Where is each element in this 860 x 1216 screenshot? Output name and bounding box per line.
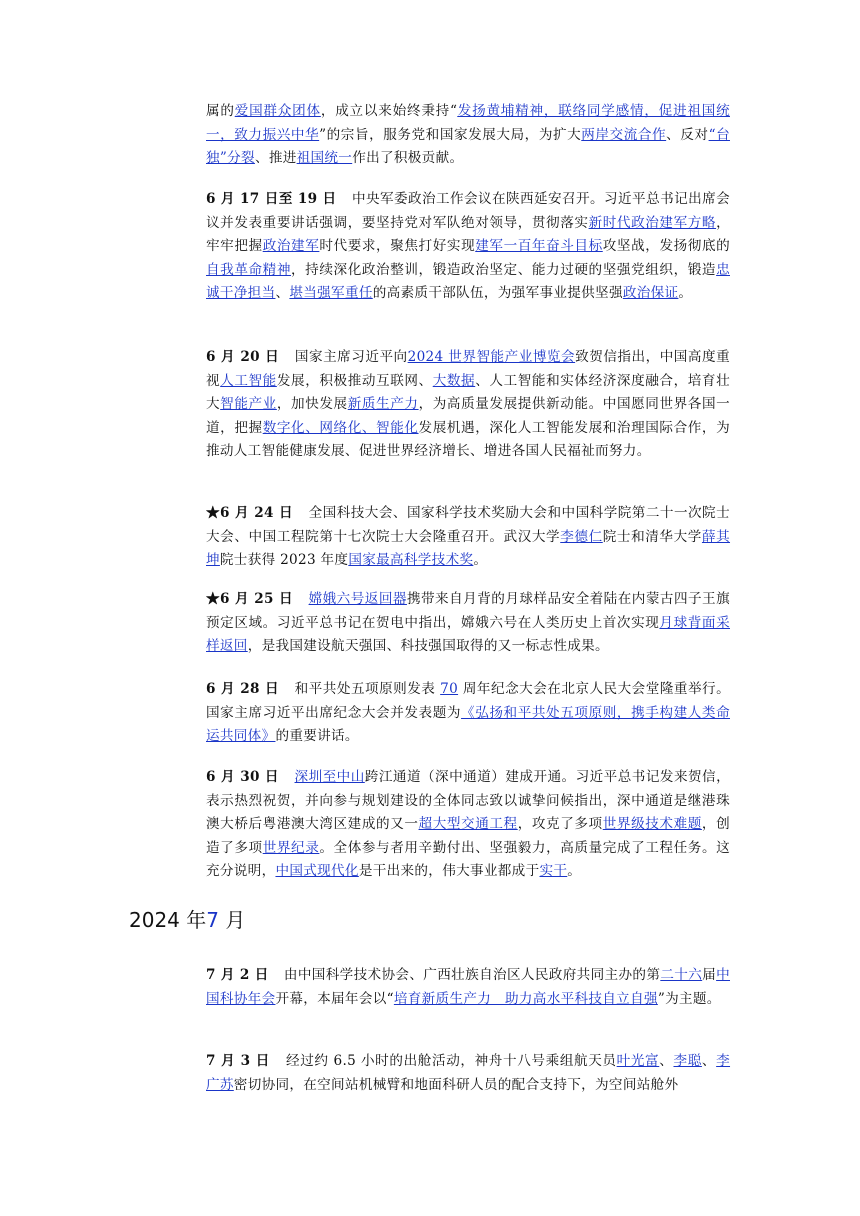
entry-link[interactable]: “台独”分裂 (206, 126, 730, 167)
entry-text: 由中国科学技术协会、广西壮族自治区人民政府共同主办的第 (283, 967, 661, 983)
entry-text: 和平共处五项原则发表 (294, 681, 441, 697)
entry-link[interactable]: 嫦娥六号返回器 (308, 591, 407, 607)
entry-jul-3 (206, 1050, 730, 1097)
entry-date: ★6 月 25 日 (206, 591, 309, 607)
entry-date: ★6 月 24 日 (206, 505, 309, 521)
entry-text: 届 (702, 967, 717, 983)
entry-jun-28 (206, 678, 730, 749)
entry-text: 时代要求，聚焦打好实现 (319, 238, 476, 255)
entry-link[interactable]: 新时代政治建军方略 (588, 214, 717, 231)
entry-date: 6 月 17 日至 19 日 (206, 191, 352, 207)
entry-text: 、推进 (254, 150, 297, 167)
entry-link[interactable]: 实干 (539, 863, 568, 880)
entry-jun-30 (206, 766, 730, 884)
entry-text: 致贺信指出，中国高度重视 (206, 349, 730, 389)
entry-date: 7 月 3 日 (206, 1053, 286, 1069)
entry-text: ，创造了多项 (206, 816, 730, 856)
entry-text: 。全体参与者用辛勤付出、坚强毅力，高质量完成了工程任务。这充分说明， (206, 839, 731, 880)
month-heading-july (129, 905, 245, 935)
entry-link[interactable]: 建军一百年奋斗目标 (475, 238, 603, 255)
entry-jul-2 (206, 964, 730, 1011)
entry-text: 、人工智能和实体经济深度融合，培育壮大 (206, 372, 730, 413)
entry-link[interactable]: 培育新质生产力 助力高水平科技自立自强 (393, 990, 658, 1007)
entry-link[interactable]: 人工智能 (220, 372, 277, 389)
entry-text: 中央军委政治工作会议在陕西延安召开。习近平总书记出席会议并发表重要讲话强调，要坚持党对军队绝对领导，贯彻落实 (206, 191, 730, 231)
entry-link[interactable]: 薛其坤 (206, 528, 731, 569)
entry-huangpu-continued (206, 100, 730, 171)
month-heading-suffix: 月 (219, 908, 246, 932)
entry-link[interactable]: 《弘扬和平共处五项原则，携手构建人类命运共同体》 (206, 704, 730, 745)
entry-text: 攻坚战，发扬彻底的 (602, 238, 731, 255)
entry-link[interactable]: 发扬黄埔精神，联络同学感情，促进祖国统一，致力振兴中华 (206, 103, 730, 143)
entry-text: 是干出来的，伟大事业都成于 (358, 863, 540, 880)
entry-text: ，牢牢把握 (206, 214, 730, 255)
entry-text: 全国科技大会、国家科学技术奖励大会和中国科学院第二十一次院士大会、中国工程院第十七次院士大会隆重召开。武汉大学 (206, 505, 731, 545)
entry-link[interactable]: 70 (440, 681, 459, 697)
entry-link[interactable]: 中国式现代化 (275, 863, 359, 880)
entry-link[interactable]: 李德仁 (560, 528, 603, 545)
entry-text: 。 (567, 863, 582, 880)
entry-link[interactable]: 李广苏 (206, 1053, 731, 1093)
entry-text: 发展机遇，深化人工智能发展和治理国际合作，为推动人工智能健康发展、促进世界经济增长、增进各国人民福祉而努力。 (206, 419, 730, 460)
entry-link[interactable]: 两岸交流合作 (581, 126, 667, 143)
entry-link[interactable]: 李聪 (673, 1053, 702, 1069)
entry-text: 周年纪念大会在北京人民大会堂隆重举行。国家主席习近平出席纪念大会并发表题为 (206, 681, 730, 721)
entry-text: 开幕，本届年会以“ (275, 990, 394, 1007)
month-heading-number: 7 (206, 908, 219, 932)
entry-text: 、 (701, 1053, 717, 1069)
entry-text: ，是我国建设航天强国、科技强国取得的又一标志性成果。 (247, 638, 609, 655)
entry-date: 6 月 28 日 (206, 681, 295, 697)
entry-text: 、 (275, 285, 290, 302)
entry-text: 。 (473, 552, 488, 569)
entry-text: 属的 (206, 103, 235, 119)
entry-date: 6 月 30 日 (206, 769, 295, 785)
entry-text: 经过约 6.5 小时的出舱活动，神舟十八号乘组航天员 (285, 1053, 617, 1069)
entry-jun-20 (206, 346, 730, 464)
entry-link[interactable]: 数字化、网络化、智能化 (262, 419, 419, 436)
entry-link[interactable]: 2024 世界智能产业博览会 (407, 349, 576, 365)
entry-link[interactable]: 世界级技术难题 (602, 816, 702, 833)
entry-link[interactable]: 国家最高科学技术奖 (348, 552, 474, 569)
month-heading-year: 2024 年 (129, 908, 207, 932)
entry-text: 国家主席习近平向 (294, 349, 408, 365)
entry-text: 的高素质干部队伍，为强军事业提供坚强 (372, 285, 623, 302)
entry-link[interactable]: 中国科协年会 (206, 967, 730, 1007)
entry-text: ”为主题。 (657, 990, 721, 1007)
entry-text: 、 (659, 1053, 674, 1069)
entry-text: 的重要讲话。 (275, 728, 359, 745)
entry-link[interactable]: 堪当强军重任 (289, 285, 373, 302)
entry-link[interactable]: 智能产业 (220, 396, 277, 413)
entry-text: 跨江通道（深中通道）建成开通。习近平总书记发来贺信，表示热烈祝贺，并向参与规划建设的全体同志致以诚挚问候指出，深中通道是继港珠澳大桥后粤港澳大湾区建成的又一 (206, 769, 730, 833)
entry-link[interactable]: 政治建军 (262, 238, 320, 255)
entry-link[interactable]: 叶光富 (616, 1053, 660, 1069)
entry-text: ，持续深化政治整训，锻造政治坚定、能力过硬的坚强党组织，锻造 (291, 261, 717, 278)
entry-link[interactable]: 新质生产力 (347, 396, 419, 413)
entry-text: 携带来自月背的月球样品安全着陆在内蒙古四子王旗预定区域。习近平总书记在贺电中指出，嫦娥六号在人类历史上首次实现 (206, 591, 730, 631)
entry-date: 6 月 20 日 (206, 349, 295, 365)
entry-link[interactable]: 超大型交通工程 (418, 816, 518, 833)
entry-link[interactable]: 大数据 (432, 372, 476, 389)
entry-text: 发展，积极推动互联网、 (276, 372, 433, 389)
entry-text: 院士获得 2023 年度 (219, 552, 349, 569)
entry-date: 7 月 2 日 (206, 967, 284, 983)
entry-text: 院士和清华大学 (602, 528, 702, 545)
entry-link[interactable]: 自我革命精神 (206, 261, 292, 278)
entry-link[interactable]: 深圳至中山 (294, 769, 365, 785)
entry-link[interactable]: 忠诚干净担当 (206, 261, 730, 302)
entry-text: 。 (678, 285, 693, 302)
entry-link[interactable]: 世界纪录 (262, 839, 320, 856)
entry-link[interactable]: 二十六 (660, 967, 703, 983)
entry-text: ，成立以来始终秉持“ (320, 103, 458, 119)
entry-text: 作出了积极贡献。 (352, 150, 464, 167)
entry-jun-24 (206, 502, 730, 573)
entry-text: 、反对 (666, 126, 709, 143)
entry-text: ，攻克了多项 (517, 816, 603, 833)
entry-link[interactable]: 祖国统一 (296, 150, 353, 167)
entry-text: ，加快发展 (276, 396, 348, 413)
entry-text: 密切协同，在空间站机械臂和地面科研人员的配合支持下，为空间站舱外 (233, 1076, 679, 1093)
entry-text: ，为高质量发展提供新动能。中国愿同世界各国一道，把握 (206, 396, 731, 436)
entry-text: ”的宗旨，服务党和国家发展大局，为扩大 (319, 126, 582, 143)
entry-jun-25 (206, 588, 730, 659)
entry-jun-17-19 (206, 188, 730, 306)
entry-link[interactable]: 政治保证 (622, 285, 679, 302)
entry-link[interactable]: 月球背面采样返回 (206, 614, 730, 655)
entry-link[interactable]: 爱国群众团体 (234, 103, 321, 119)
